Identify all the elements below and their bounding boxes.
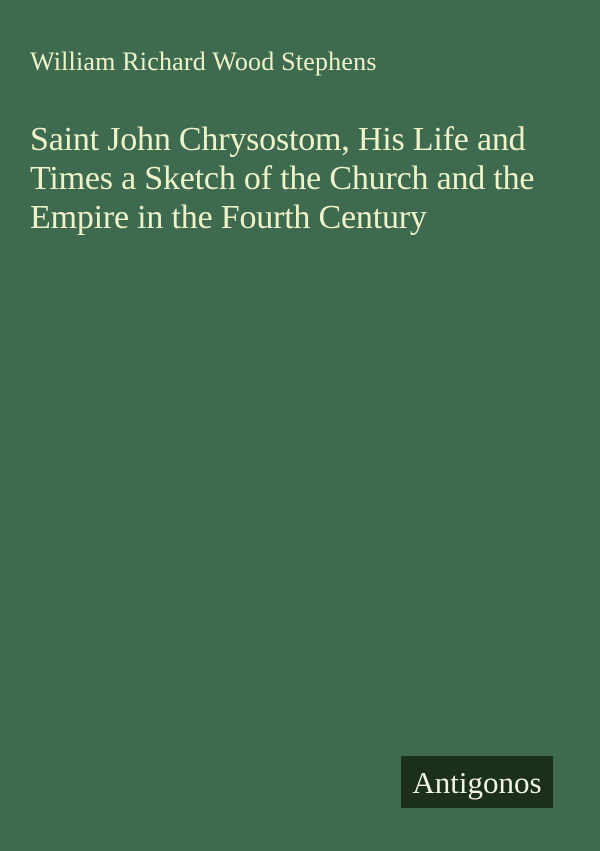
publisher-logo-box: [401, 756, 553, 808]
title-line-3: Empire in the Fourth Century: [30, 199, 427, 236]
book-title: [30, 120, 575, 237]
publisher-name: Antigonos: [412, 764, 542, 800]
title-line-2: Times a Sketch of the Church and the: [30, 160, 535, 197]
title-line-1: Saint John Chrysostom, His Life and: [30, 121, 526, 158]
author-name: William Richard Wood Stephens: [30, 47, 377, 76]
